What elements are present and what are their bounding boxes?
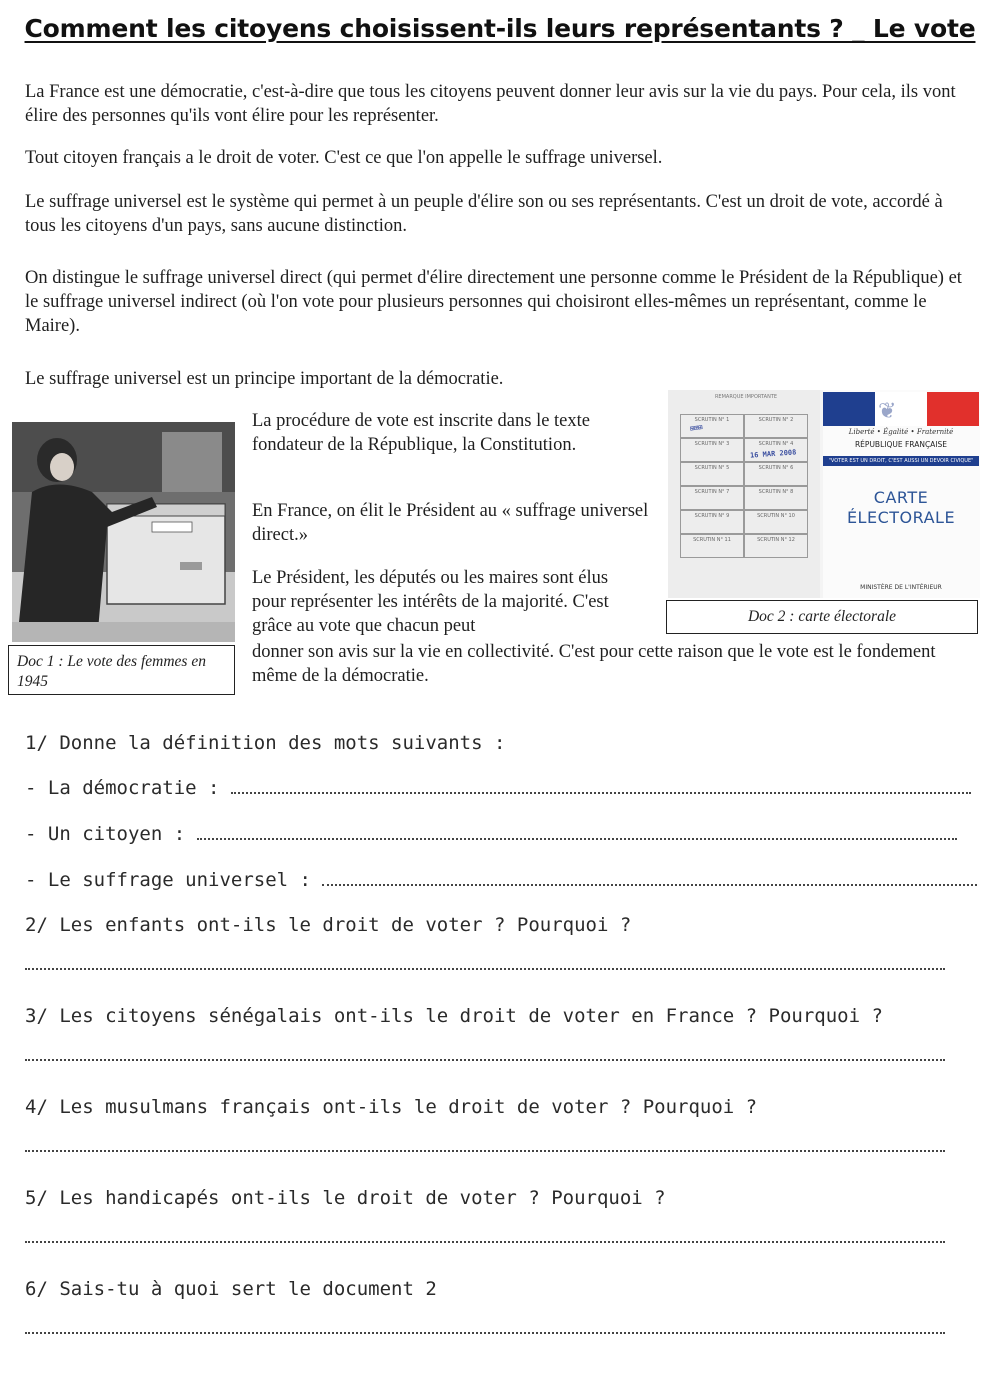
paragraph-constitution: La procédure de vote est inscrite dans le texte fondateur de la République, la Constitution.	[252, 411, 590, 455]
scrutin-cell: SCRUTIN N° 2	[744, 414, 808, 438]
flag-red-band	[927, 392, 979, 426]
scrutin-cell: SCRUTIN N° 10	[744, 510, 808, 534]
voting-woman-illustration	[12, 422, 235, 642]
paragraph-droit-de-vote: Tout citoyen français a le droit de voter. C'est ce que l'on appelle le suffrage universel.	[25, 148, 663, 168]
answer-line-q5[interactable]	[25, 1241, 945, 1243]
scrutin-cell: SCRUTIN N° 4	[744, 438, 808, 462]
scrutin-cell: SCRUTIN N° 3	[680, 438, 744, 462]
paragraph-direct-indirect: On distingue le suffrage universel direct (qui permet d'élire directement une personne comme le Président de la République) et le suffrage universel indirect (où l'on vote pour plusieurs personnes qui choisiront elles-mêmes un représentant, comme le Maire).	[25, 268, 962, 336]
scrutin-cell: SCRUTIN N° 1	[680, 414, 744, 438]
scrutin-cell: SCRUTIN N° 11	[680, 534, 744, 558]
answer-line-q4[interactable]	[25, 1150, 945, 1152]
paragraph-fondement: donner son avis sur la vie en collectivité. C'est pour cette raison que le vote est le fondement même de la démocratie.	[252, 642, 936, 686]
doc1-caption: Doc 1 : Le vote des femmes en 1945	[8, 645, 235, 695]
scrutin-cell: SCRUTIN N° 8	[744, 486, 808, 510]
question-4: 4/ Les musulmans français ont-ils le droit de voter ? Pourquoi ?	[25, 1096, 758, 1118]
card-title-line-1: CARTE	[873, 488, 929, 507]
scrutin-cell: SCRUTIN N° 7	[680, 486, 744, 510]
answer-line-democratie[interactable]	[231, 778, 971, 794]
scrutin-cell: SCRUTIN N° 6	[744, 462, 808, 486]
stamp-1: ⊞⊞⊞	[689, 423, 704, 433]
republic-label: RÉPUBLIQUE FRANÇAISE	[854, 440, 948, 449]
definition-row-democratie	[25, 777, 975, 799]
answer-line-q2[interactable]	[25, 968, 945, 970]
definition-label-suffrage: - Le suffrage universel :	[25, 869, 311, 891]
answer-line-suffrage[interactable]	[322, 870, 977, 886]
question-6: 6/ Sais-tu à quoi sert le document 2	[25, 1278, 437, 1300]
answer-line-q6[interactable]	[25, 1332, 945, 1334]
motto: Liberté • Égalité • Fraternité	[848, 428, 954, 436]
card-title-line-2: ÉLECTORALE	[846, 508, 956, 527]
civic-banner: "VOTER EST UN DROIT, C'EST AUSSI UN DEVOIR CIVIQUE"	[823, 456, 979, 466]
answer-line-q3[interactable]	[25, 1059, 945, 1061]
scrutin-cell: SCRUTIN N° 9	[680, 510, 744, 534]
definition-label-democratie: - La démocratie :	[25, 777, 220, 799]
answer-line-citoyen[interactable]	[197, 824, 957, 840]
scrutin-grid	[680, 414, 808, 558]
page-title: Comment les citoyens choisissent-ils leurs représentants ? _ Le vote	[24, 14, 976, 43]
scrutin-cell: SCRUTIN N° 5	[680, 462, 744, 486]
doc1-photo	[12, 422, 235, 642]
paragraph-suffrage-definition: Le suffrage universel est le système qui permet à un peuple d'élire son ou ses représentants. C'est un droit de vote, accordé à tous les citoyens d'un pays, sans aucune distinction.	[25, 192, 943, 236]
doc2-caption: Doc 2 : carte électorale	[666, 600, 978, 634]
question-3: 3/ Les citoyens sénégalais ont-ils le droit de voter en France ? Pourquoi ?	[25, 1005, 883, 1027]
remark-heading: REMARQUE IMPORTANTE	[714, 394, 778, 400]
french-flag	[823, 392, 979, 426]
question-5: 5/ Les handicapés ont-ils le droit de voter ? Pourquoi ?	[25, 1187, 666, 1209]
scrutin-cell: SCRUTIN N° 12	[744, 534, 808, 558]
question-2: 2/ Les enfants ont-ils le droit de voter ? Pourquoi ?	[25, 914, 632, 936]
stamp-2: 16 MAR 2008	[749, 448, 797, 460]
marianne-icon: ❦	[878, 398, 897, 423]
paragraph-president: En France, on élit le Président au « suffrage universel direct.»	[252, 501, 649, 545]
scrutin-panel	[668, 390, 820, 598]
definition-row-citoyen	[25, 823, 975, 845]
definition-label-citoyen: - Un citoyen :	[25, 823, 186, 845]
flag-blue-band	[823, 392, 875, 426]
question-1: 1/ Donne la définition des mots suivants :	[25, 732, 506, 754]
card-title	[823, 488, 979, 528]
paragraph-principe: Le suffrage universel est un principe important de la démocratie.	[25, 369, 504, 389]
intro-paragraph: La France est une démocratie, c'est-à-dire que tous les citoyens peuvent donner leur avis sur la vie du pays. Pour cela, ils vont élire des personnes qu'ils vont élire pour les représenter.	[25, 82, 956, 126]
paragraph-representants: Le Président, les députés ou les maires sont élus pour représenter les intérêts de la majorité. C'est grâce au vote que chacun peut	[252, 568, 609, 636]
doc2-voter-card	[668, 390, 980, 598]
ministry-label: MINISTÈRE DE L'INTÉRIEUR	[860, 584, 942, 591]
definition-row-suffrage	[25, 869, 975, 891]
card-front	[823, 390, 980, 598]
